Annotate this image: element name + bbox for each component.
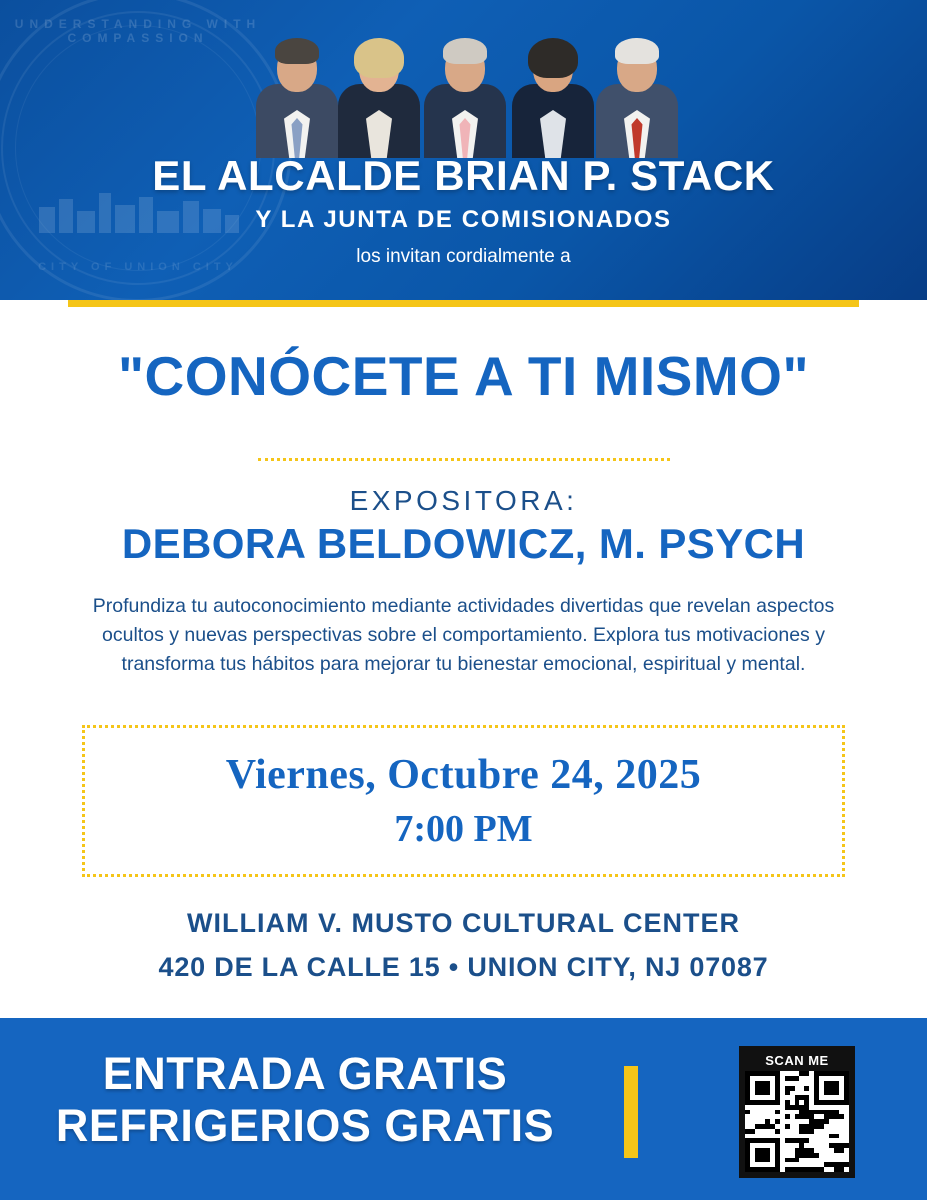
free-admission-block bbox=[0, 1048, 610, 1152]
event-time: 7:00 PM bbox=[394, 808, 533, 850]
gold-divider bbox=[68, 300, 859, 307]
gold-accent-bar bbox=[624, 1066, 638, 1158]
event-title: "CONÓCETE A TI MISMO" bbox=[117, 345, 810, 407]
flyer-header bbox=[0, 0, 927, 300]
date-time-box bbox=[82, 725, 845, 877]
event-description: Profundiza tu autoconocimiento mediante actividades divertidas que revelan aspectos ocultos y nuevas perspectivas sobre el comportamiento. Explora tus motivaciones y transforma tus hábitos para mejorar tu bienestar emocional, espiritual y mental. bbox=[92, 595, 835, 675]
seal-top-text: UNDERSTANDING WITH COMPASSION bbox=[14, 17, 262, 45]
official-portrait bbox=[255, 38, 339, 158]
dotted-divider bbox=[258, 458, 670, 461]
seal-bottom-text: CITY OF UNION CITY bbox=[38, 261, 238, 273]
event-date: Viernes, Octubre 24, 2025 bbox=[225, 752, 702, 798]
qr-code-block[interactable] bbox=[739, 1046, 855, 1178]
header-title-block bbox=[0, 152, 927, 268]
qr-code-icon[interactable] bbox=[745, 1071, 849, 1172]
official-portrait bbox=[423, 38, 507, 158]
speaker-label: EXPOSITORA: bbox=[349, 485, 578, 516]
mayor-name: EL ALCALDE BRIAN P. STACK bbox=[152, 152, 775, 199]
officials-photo bbox=[255, 16, 685, 158]
official-portrait bbox=[337, 38, 421, 158]
official-portrait bbox=[595, 38, 679, 158]
free-refreshments-text: REFRIGERIOS GRATIS bbox=[55, 1100, 555, 1151]
flyer-footer bbox=[0, 1018, 927, 1200]
free-entry-text: ENTRADA GRATIS bbox=[102, 1048, 508, 1099]
board-line: Y LA JUNTA DE COMISIONADOS bbox=[255, 206, 672, 233]
speaker-name: DEBORA BELDOWICZ, M. PSYCH bbox=[121, 520, 806, 567]
invitation-line: los invitan cordialmente a bbox=[356, 246, 571, 267]
venue-address: 420 DE LA CALLE 15 • UNION CITY, NJ 07087 bbox=[158, 952, 769, 982]
flyer-body bbox=[0, 300, 927, 1018]
official-portrait bbox=[511, 38, 595, 158]
scan-me-label: SCAN ME bbox=[765, 1053, 829, 1068]
venue-name: WILLIAM V. MUSTO CULTURAL CENTER bbox=[187, 908, 740, 938]
